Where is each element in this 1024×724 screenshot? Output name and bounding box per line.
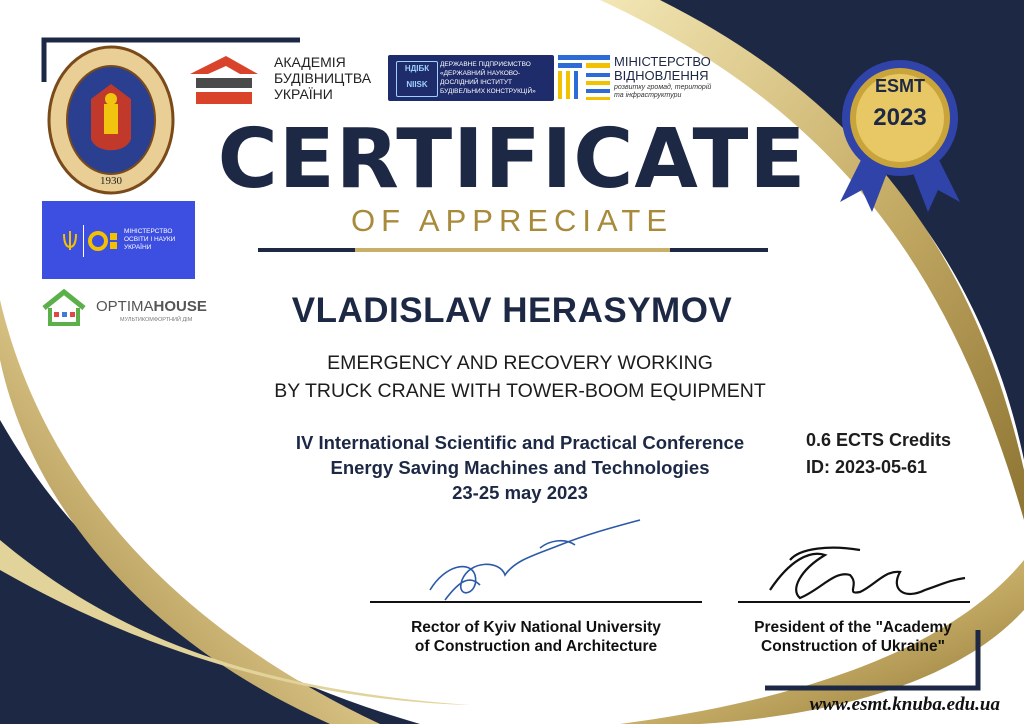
badge-label: ESMT [874,76,925,96]
work-title-line-2: BY TRUCK CRANE WITH TOWER-BOOM EQUIPMENT [274,380,766,402]
academy-line-1: АКАДЕМІЯ [274,54,346,70]
conference-line-2: Energy Saving Machines and Technologies [330,457,710,478]
academy-line-2: БУДІВНИЦТВА [274,70,372,86]
ministry-recovery-logo [558,55,738,103]
ministry-recovery-title-1: МІНІСТЕРСТВО [614,54,711,69]
academy-logo [188,52,388,112]
certificate-title: CERTIFICATE [217,112,807,207]
president-label-line-2: Construction of Ukraine" [761,638,945,655]
niisk-logo [388,55,554,101]
niisk-line-4: БУДІВЕЛЬНИХ КОНСТРУКЦІЙ» [440,88,536,95]
ministry-recovery-icon [558,55,610,101]
ministry-recovery-title-2: ВІДНОВЛЕННЯ [614,68,709,83]
ministry-recovery-subtitle-2: та інфраструктури [614,92,682,99]
rector-label [370,618,702,656]
conference-dates: 23-25 may 2023 [452,482,588,503]
work-title-line-1: EMERGENCY AND RECOVERY WORKING [327,352,713,374]
president-signature [770,548,965,598]
niisk-line-2: «ДЕРЖАВНИЙ НАУКОВО- [440,70,521,77]
rector-signature [430,520,640,600]
mon-line-1: МІНІСТЕРСТВО [124,228,173,235]
niisk-code-latin: NIISK [406,80,428,89]
rector-label-line-2: of Construction and Architecture [414,638,658,655]
president-label [728,618,978,656]
mon-line-3: УКРАЇНИ [124,244,152,251]
president-label-line-1: President of the "Academy [754,619,952,636]
academy-line-3: УКРАЇНИ [274,86,333,102]
mon-line-2: ОСВІТИ І НАУКИ [124,236,176,243]
footer-url[interactable]: www.esmt.knuba.edu.ua [809,694,1000,715]
certificate-subtitle: OF APPRECIATE [350,203,674,238]
recipient-name: VLADISLAV HERASYMOV [291,291,733,330]
seal-year: 1930 [100,175,122,187]
niisk-line-3: ДОСЛІДНИЙ ІНСТИТУТ [440,79,512,86]
ects-credits: 0.6 ECTS Credits [806,430,952,450]
niisk-line-1: ДЕРЖАВНЕ ПІДПРИЄМСТВО [440,61,531,68]
conference-line-1: IV International Scientific and Practical Conference [295,432,745,453]
optima-word: OPTIMA [96,298,154,315]
certificate-id: ID: 2023-05-61 [806,457,928,477]
badge-year: 2023 [873,104,927,131]
house-word: HOUSE [153,298,207,315]
niisk-code: НДІБК [404,64,430,73]
ministry-recovery-subtitle-1: розвитку громад, територій [614,84,712,91]
optima-tagline: МУЛЬТИКОМФОРТНИЙ ДІМ [120,317,193,323]
rector-label-line-1: Rector of Kyiv National University [411,619,661,636]
academy-icon [188,52,260,108]
